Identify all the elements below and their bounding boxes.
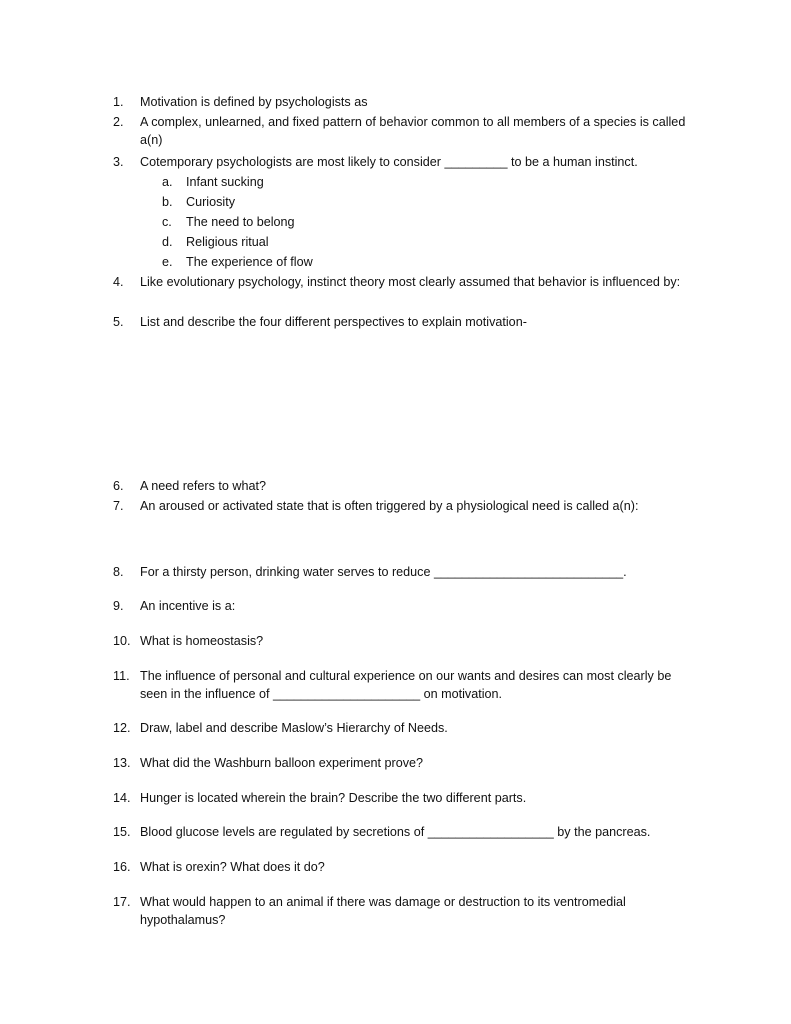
question-text: A need refers to what? [140, 479, 267, 493]
question-text: Motivation is defined by psychologists as [140, 95, 368, 109]
question-text: What is homeostasis? [140, 634, 264, 648]
question-number: 6. [113, 479, 124, 493]
question-number: 11. [113, 669, 130, 683]
question-text: Cotemporary psychologists are most likely to consider _________ to be a human instinct. [140, 155, 638, 169]
option-letter: e. [162, 255, 173, 269]
option-letter: c. [162, 215, 172, 229]
question-number: 13. [113, 756, 131, 770]
option-letter: a. [162, 175, 173, 189]
question-text: Draw, label and describe Maslow’s Hierarchy of Needs. [140, 721, 448, 735]
question-text: What would happen to an animal if there was damage or destruction to its ventromedial hypothalamus? [140, 895, 626, 927]
question-number: 7. [113, 499, 124, 513]
option-text: Religious ritual [186, 235, 269, 249]
question-text: An aroused or activated state that is often triggered by a physiological need is called a(n): [140, 499, 639, 513]
question-number: 10. [113, 634, 131, 648]
question-number: 4. [113, 275, 124, 289]
question-number: 8. [113, 565, 124, 579]
question-number: 3. [113, 155, 124, 169]
question-text: Blood glucose levels are regulated by secretions of __________________ by the pancreas. [140, 825, 651, 839]
question-text: Like evolutionary psychology, instinct theory most clearly assumed that behavior is influenced by: [140, 275, 681, 289]
option-text: The need to belong [186, 215, 295, 229]
option-text: Infant sucking [186, 175, 264, 189]
question-text: An incentive is a: [140, 599, 236, 613]
question-number: 16. [113, 860, 131, 874]
question-text: List and describe the four different perspectives to explain motivation- [140, 315, 527, 329]
question-text: Hunger is located wherein the brain? Describe the two different parts. [140, 791, 527, 805]
option-letter: d. [162, 235, 173, 249]
option-text: The experience of flow [186, 255, 313, 269]
option-letter: b. [162, 195, 173, 209]
question-number: 14. [113, 791, 131, 805]
question-number: 1. [113, 95, 124, 109]
question-number: 2. [113, 115, 124, 129]
question-text: A complex, unlearned, and fixed pattern of behavior common to all members of a species is called a(n) [140, 115, 686, 147]
question-number: 15. [113, 825, 131, 839]
question-text: The influence of personal and cultural experience on our wants and desires can most clearly be seen in the influence of _____________________ on motivation. [140, 669, 672, 701]
question-number: 12. [113, 721, 131, 735]
question-number: 17. [113, 895, 131, 909]
question-number: 9. [113, 599, 124, 613]
question-text: For a thirsty person, drinking water serves to reduce ___________________________. [140, 565, 627, 579]
option-text: Curiosity [186, 195, 235, 209]
question-number: 5. [113, 315, 124, 329]
question-text: What is orexin? What does it do? [140, 860, 325, 874]
question-text: What did the Washburn balloon experiment prove? [140, 756, 424, 770]
